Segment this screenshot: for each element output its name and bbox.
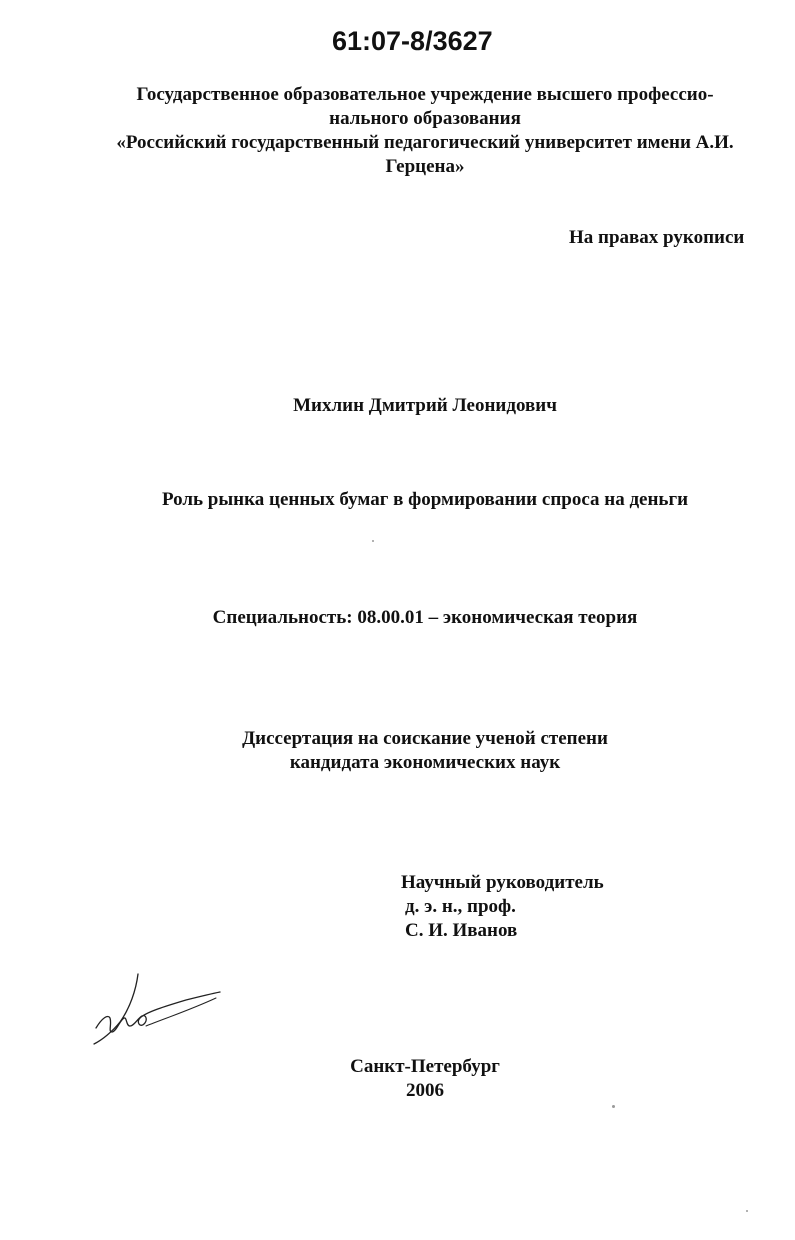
institution-line-3: «Российский государственный педагогический университет имени А.И. (116, 132, 734, 153)
author-name: Михлин Дмитрий Леонидович (293, 395, 557, 416)
registration-stamp: 61:07-8/3627 (332, 26, 493, 56)
institution-line-1: Государственное образовательное учреждение высшего профессио- (136, 84, 714, 105)
supervisor-credentials: д. э. н., проф. (405, 896, 516, 917)
specialty: Специальность: 08.00.01 – экономическая теория (212, 607, 638, 628)
supervisor-name: С. И. Иванов (405, 920, 518, 941)
institution-line-4: Герцена» (385, 156, 465, 177)
scan-speck (372, 540, 374, 542)
footer-year: 2006 (406, 1080, 444, 1101)
degree-line-2: кандидата экономических наук (289, 752, 561, 773)
handwritten-signature (86, 970, 226, 1050)
manuscript-note: На правах рукописи (569, 227, 745, 248)
scan-speck (612, 1105, 615, 1108)
dissertation-title: Роль рынка ценных бумаг в формировании спроса на деньги (161, 489, 689, 510)
footer-city: Санкт-Петербург (350, 1056, 500, 1077)
scan-speck (746, 1210, 748, 1212)
institution-line-2: нального образования (329, 108, 521, 129)
degree-line-1: Диссертация на соискание ученой степени (242, 728, 608, 749)
supervisor-role: Научный руководитель (401, 872, 604, 893)
